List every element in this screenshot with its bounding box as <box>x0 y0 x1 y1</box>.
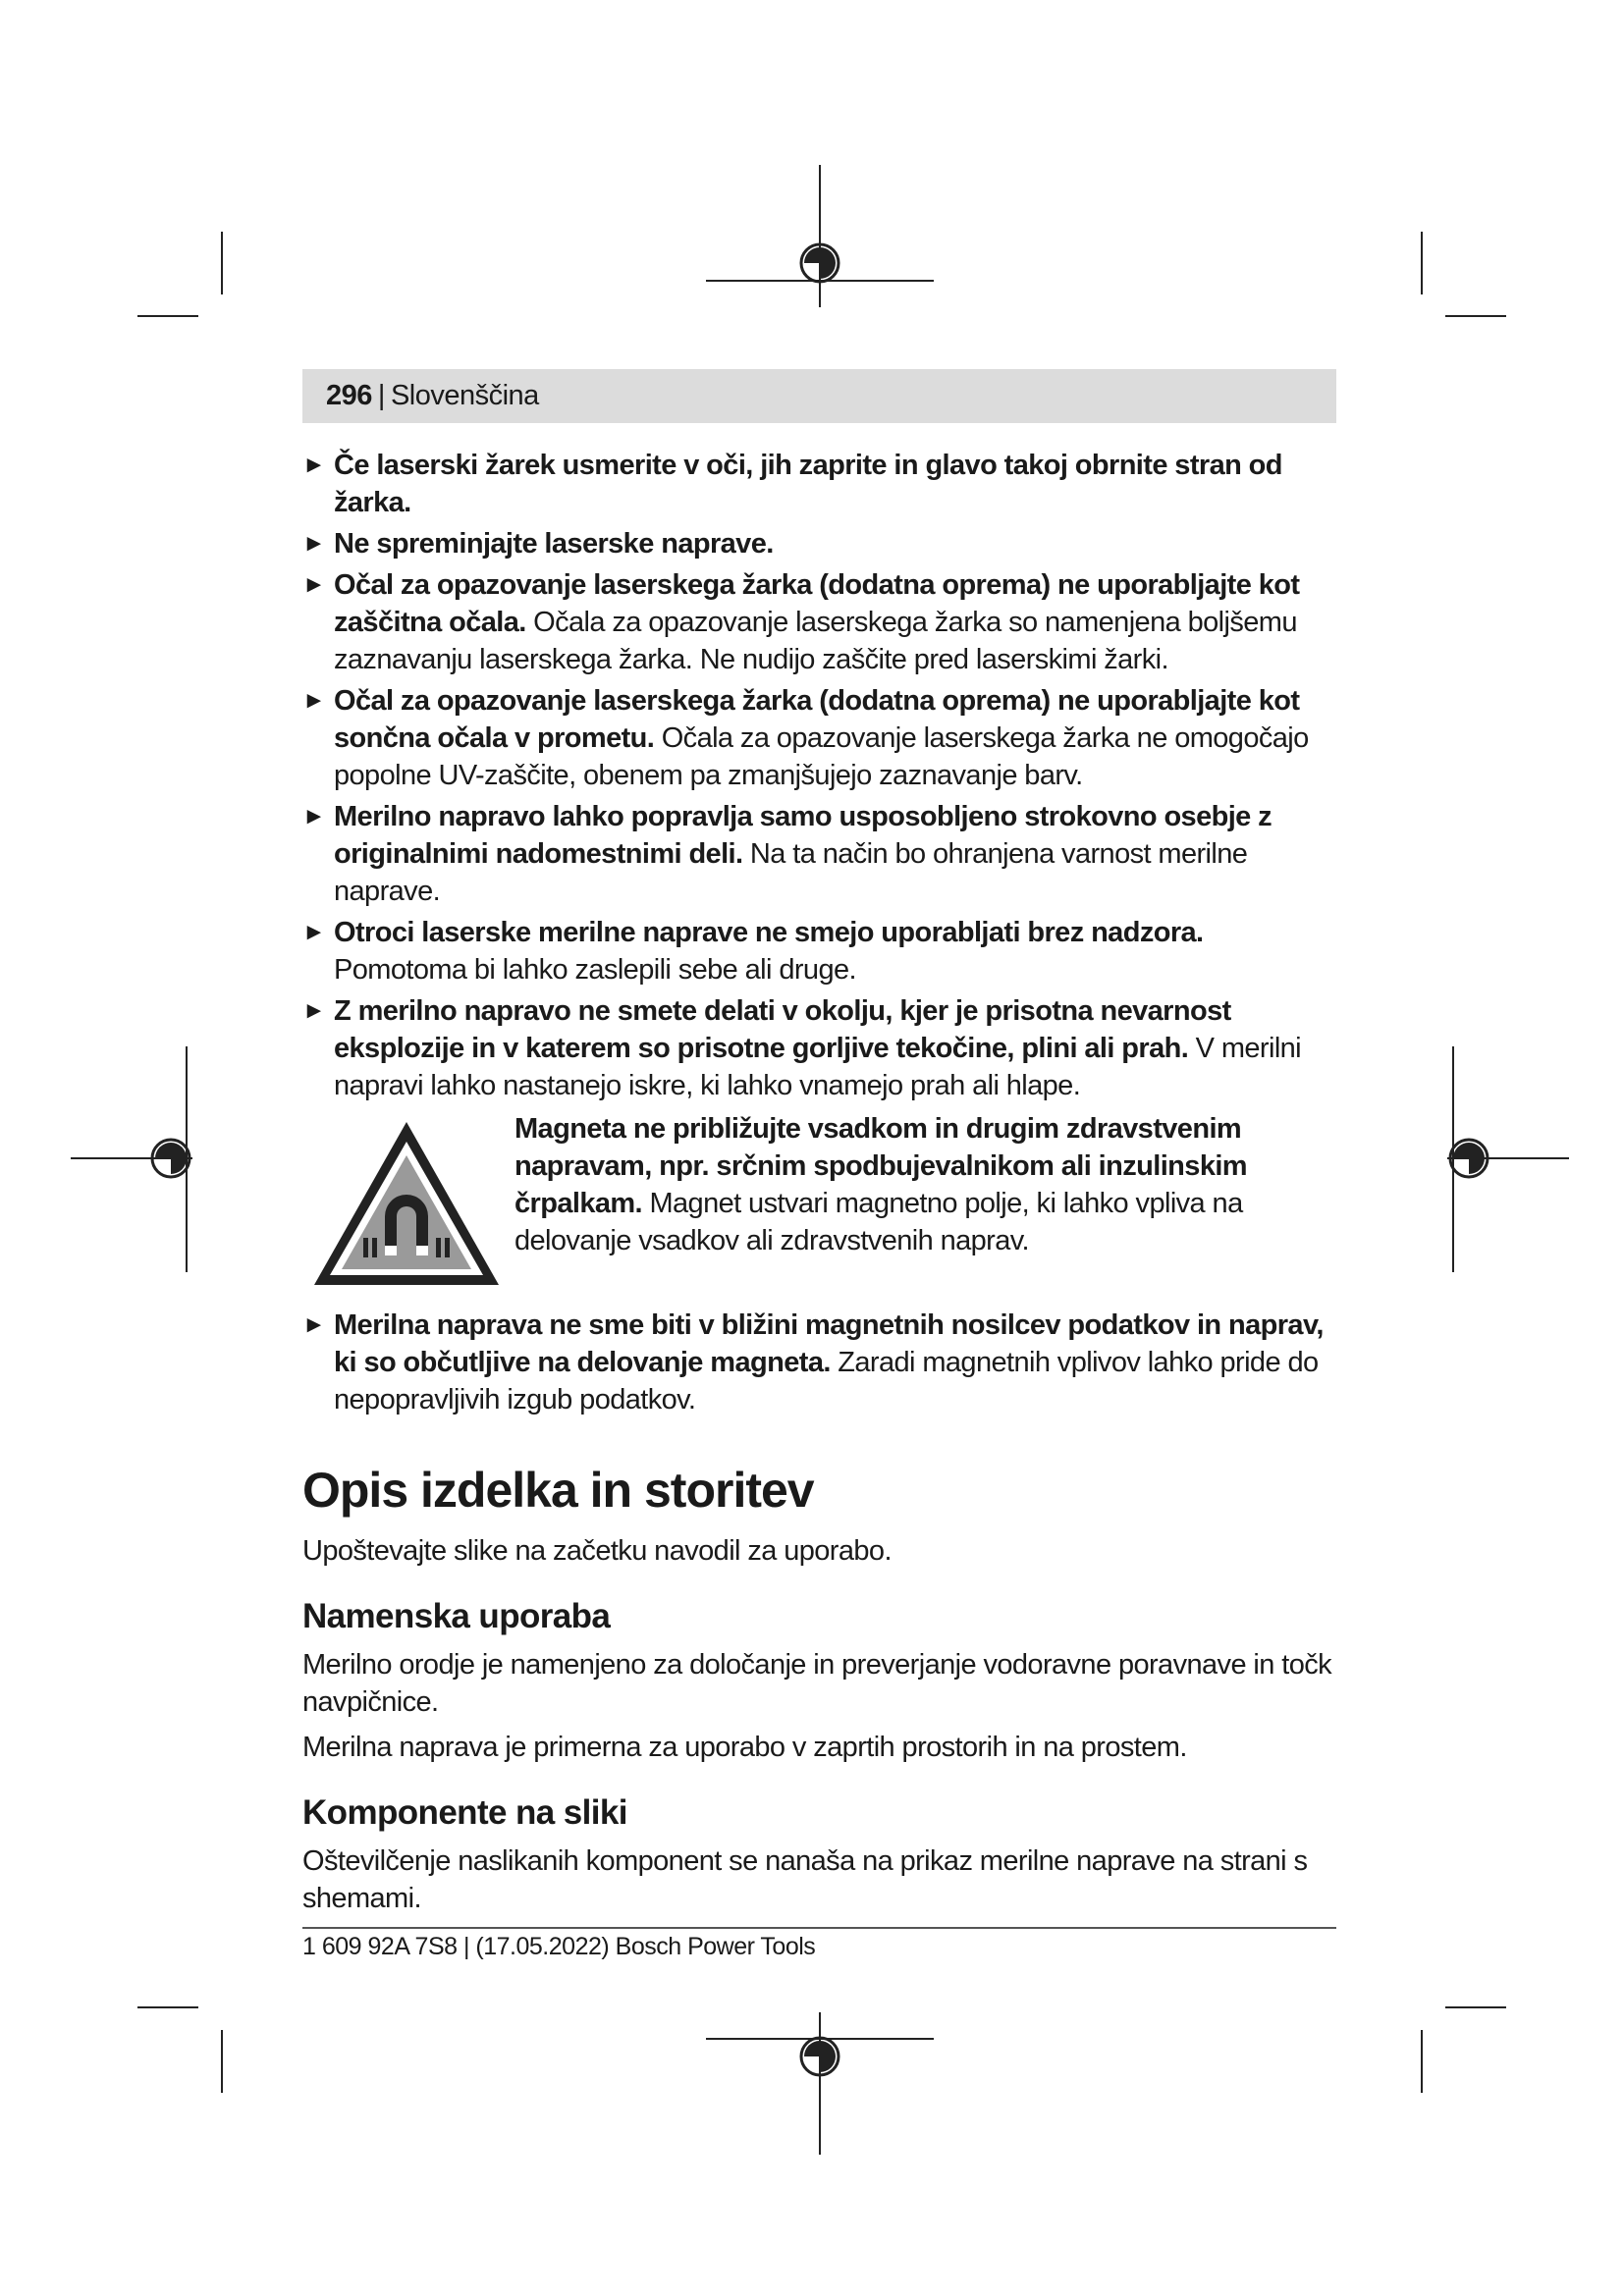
safety-item-bold: Očal za opazovanje laserskega žarka (dodatna oprema) ne uporabljajte kot sončna očala v prometu. <box>334 685 1300 754</box>
magnet-warning <box>302 1110 1336 1297</box>
safety-item-bold: Ne spreminjajte laserske naprave. <box>334 528 774 560</box>
safety-item-bold: Če laserski žarek usmerite v oči, jih zaprite in glavo takoj obrnite stran od žarka. <box>334 450 1282 518</box>
crop-mark <box>137 2006 198 2008</box>
section-intro: Upoštevajte slike na začetku navodil za uporabo. <box>302 1535 892 1567</box>
bullet-arrow-icon: ► <box>302 530 326 557</box>
crop-mark <box>137 315 198 317</box>
bullet-arrow-icon: ► <box>302 687 326 714</box>
intended-use-heading: Namenska uporaba <box>302 1597 611 1635</box>
page-content <box>302 447 1336 1925</box>
safety-item <box>302 447 1336 521</box>
bullet-arrow-icon: ► <box>302 803 326 829</box>
magnet-warning-body: Magnet ustvari magnetno polje, ki lahko vpliva na delovanje vsadkov ali zdravstvenih naprav. <box>514 1188 1243 1256</box>
safety-item <box>302 525 1336 562</box>
safety-item <box>302 682 1336 794</box>
safety-item-text: Pomotoma bi lahko zaslepili sebe ali druge. <box>334 954 856 986</box>
bullet-arrow-icon: ► <box>302 919 326 945</box>
safety-item-bold: Z merilno napravo ne smete delati v okolju, kjer je prisotna nevarnost eksplozije in v katerem so prisotne gorljive tekočine, plini ali prah. <box>334 995 1231 1064</box>
safety-item-bold: Merilno napravo lahko popravlja samo usposobljeno strokovno osebje z originalnimi nadomestnimi deli. <box>334 801 1272 870</box>
magnet-warning-icon <box>308 1116 505 1293</box>
safety-item-text: V merilni napravi lahko nastanejo iskre, ki lahko vnamejo prah ali hlape. <box>334 1033 1302 1101</box>
safety-item-bold: Merilna naprava ne sme biti v bližini magnetnih nosilcev podatkov in naprav, ki so občutljive na delovanje magneta. <box>334 1309 1324 1378</box>
safety-item <box>302 798 1336 910</box>
registration-mark-right-icon <box>1443 1041 1571 1276</box>
section-title: Opis izdelka in storitev <box>302 1463 814 1518</box>
crop-mark <box>1445 315 1506 317</box>
page-number: 296 <box>326 380 372 411</box>
safety-item-text: Na ta način bo ohranjena varnost merilne naprave. <box>334 838 1248 907</box>
registration-mark-top-icon <box>702 165 938 322</box>
crop-mark <box>1445 2006 1506 2008</box>
page-header <box>302 369 1336 423</box>
header-language: Slovenščina <box>390 380 539 411</box>
bullet-arrow-icon: ► <box>302 1311 326 1338</box>
crop-mark <box>1421 232 1423 294</box>
crop-mark <box>221 232 223 294</box>
bullet-arrow-icon: ► <box>302 997 326 1024</box>
bullet-arrow-icon: ► <box>302 452 326 478</box>
intended-use-paragraph: Merilna naprava je primerna za uporabo v zaprtih prostorih in na prostem. <box>302 1732 1187 1763</box>
crop-mark <box>1421 2030 1423 2093</box>
crop-mark <box>221 2030 223 2093</box>
magnet-warning-text <box>514 1110 1336 1259</box>
registration-mark-bottom-icon <box>702 1998 938 2155</box>
registration-mark-left-icon <box>69 1041 196 1276</box>
header-separator: | <box>377 380 385 411</box>
safety-item <box>302 566 1336 678</box>
safety-item-text: Zaradi magnetnih vplivov lahko pride do nepopravljivih izgub podatkov. <box>334 1347 1319 1415</box>
safety-item-text: Očala za opazovanje laserskega žarka ne omogočajo popolne UV-zaščite, obenem pa zmanjšujejo zaznavanje barv. <box>334 722 1309 791</box>
footer-divider <box>302 1927 1336 1929</box>
components-paragraph: Oštevilčenje naslikanih komponent se nanaša na prikaz merilne naprave na strani s shemami. <box>302 1845 1308 1914</box>
safety-item <box>302 1307 1336 1418</box>
safety-item-bold: Očal za opazovanje laserskega žarka (dodatna oprema) ne uporabljajte kot zaščitna očala. <box>334 569 1300 638</box>
intended-use-paragraph: Merilno orodje je namenjeno za določanje in preverjanje vodoravne poravnave in točk navpičnice. <box>302 1649 1332 1718</box>
components-heading: Komponente na sliki <box>302 1793 627 1832</box>
safety-item <box>302 914 1336 988</box>
page-footer: 1 609 92A 7S8 | (17.05.2022) Bosch Power Tools <box>302 1933 816 1960</box>
magnet-warning-bold: Magneta ne približujte vsadkom in drugim zdravstvenim napravam, npr. srčnim spodbujevalnikom ali inzulinskim črpalkam. <box>514 1113 1247 1219</box>
bullet-arrow-icon: ► <box>302 571 326 598</box>
safety-item-text: Očala za opazovanje laserskega žarka so namenjena boljšemu zaznavanju laserskega žarka. Ne nudijo zaščite pred laserskimi žarki. <box>334 607 1297 675</box>
safety-item <box>302 992 1336 1104</box>
safety-item-bold: Otroci laserske merilne naprave ne smejo uporabljati brez nadzora. <box>334 917 1204 948</box>
